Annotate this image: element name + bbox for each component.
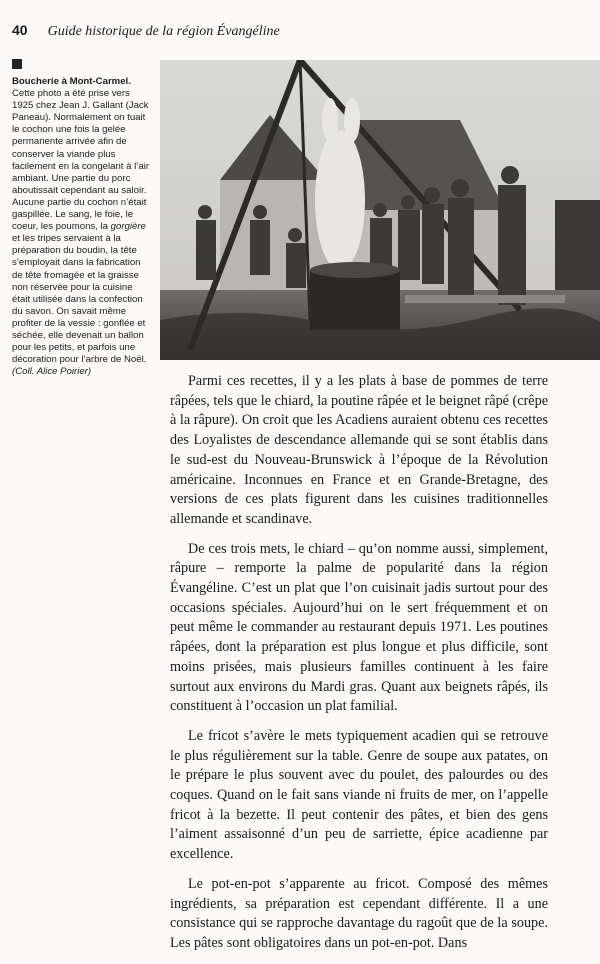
body-paragraph: Le fricot s’avère le mets typiquement acadien qui se retrouve le plus régulièrement sur la table. Genre de soupe aux patates, on le prépare le plus souvent avec du poulet, des palourdes ou des coques. Quand on le fait sans viande ni fruits de mer, on l’appelle fricot à la bezette. Il peut contenir des pâtes, et bien des gens l’aiment assaisonné d’un peu de sarriette, épice acadienne par excellence.	[170, 727, 548, 863]
running-title: Guide historique de la région Évangéline	[47, 24, 280, 39]
running-header	[12, 22, 582, 44]
caption-text: Cette photo a été prise vers 1925 chez Jean J. Gallant (Jack Paneau). Normalement on tuait le cochon une fois la gelée permanente arrivée afin de conserver la viande plus facilement en la congelant à l’air ambiant. Une partie du porc aboutissait cependant au saloir. Aucune partie du cochon n’était gaspillée. Le sang, le foie, le coeur, les poumons, la	[12, 88, 150, 233]
caption-emphasis: gorgière	[110, 221, 146, 233]
caption-title: Boucherie à Mont-Carmel.	[12, 76, 131, 87]
page-number: 40	[12, 22, 28, 38]
body-text	[170, 372, 548, 964]
photo-caption	[12, 76, 150, 378]
body-paragraph: De ces trois mets, le chiard – qu’on nomme aussi, simplement, râpure – remporte la palme de popularité dans la région Évangéline. C’est un plat que l’on cuisinait jadis surtout pour des occasions spéciales. Aujourd’hui on le sert fréquemment et on peut même le commander au restaurant depuis 1971. Les poutines râpées, dont la préparation est plus longue et plus difficile, sont moins prisées, mais plusieurs familles continuent à les faire surtout aux environs du Mardi gras. Quant aux beignets râpés, ils constituent à l’occasion un plat familial.	[170, 540, 548, 715]
body-paragraph: Parmi ces recettes, il y a les plats à base de pommes de terre râpées, tels que le chiard, la poutine râpée et le beignet râpé (crêpe à la râpure). On croit que les Acadiens auraient obtenu ces recettes des Loyalistes de descendance allemande qui se sont établis dans le sud-est du Nouveau-Brunswick à l’époque de la Révolution américaine. Inconnues en France et en Grande-Bretagne, des versions de ces plats figurent dans les cuisines traditionnelles allemande et scandinave.	[170, 373, 548, 527]
caption-credit: (Coll. Alice Poirier)	[12, 366, 92, 378]
caption-text-continued: et les tripes servaient à la préparation du boudin, la tête s’employait dans la fabrication de tête fromagée et la graisse non réservée pour la cuisine était utilisée dans la confection du savon. On savait même profiter de la vessie : gonflée et séchée, elle devenait un ballon pour les petits, et parfois une décoration pour l’arbre de Noël.	[12, 233, 147, 366]
historical-photo	[160, 60, 600, 360]
caption-marker-square	[12, 59, 22, 69]
photo-illustration	[160, 60, 600, 360]
body-paragraph: Le pot-en-pot s’apparente au fricot. Composé des mêmes ingrédients, sa préparation est cependant différente. Il a une consistance qui se rapproche davantage du ragoût que de la soupe. Les pâtes sont obligatoires dans un pot-en-pot. Dans	[170, 875, 548, 951]
